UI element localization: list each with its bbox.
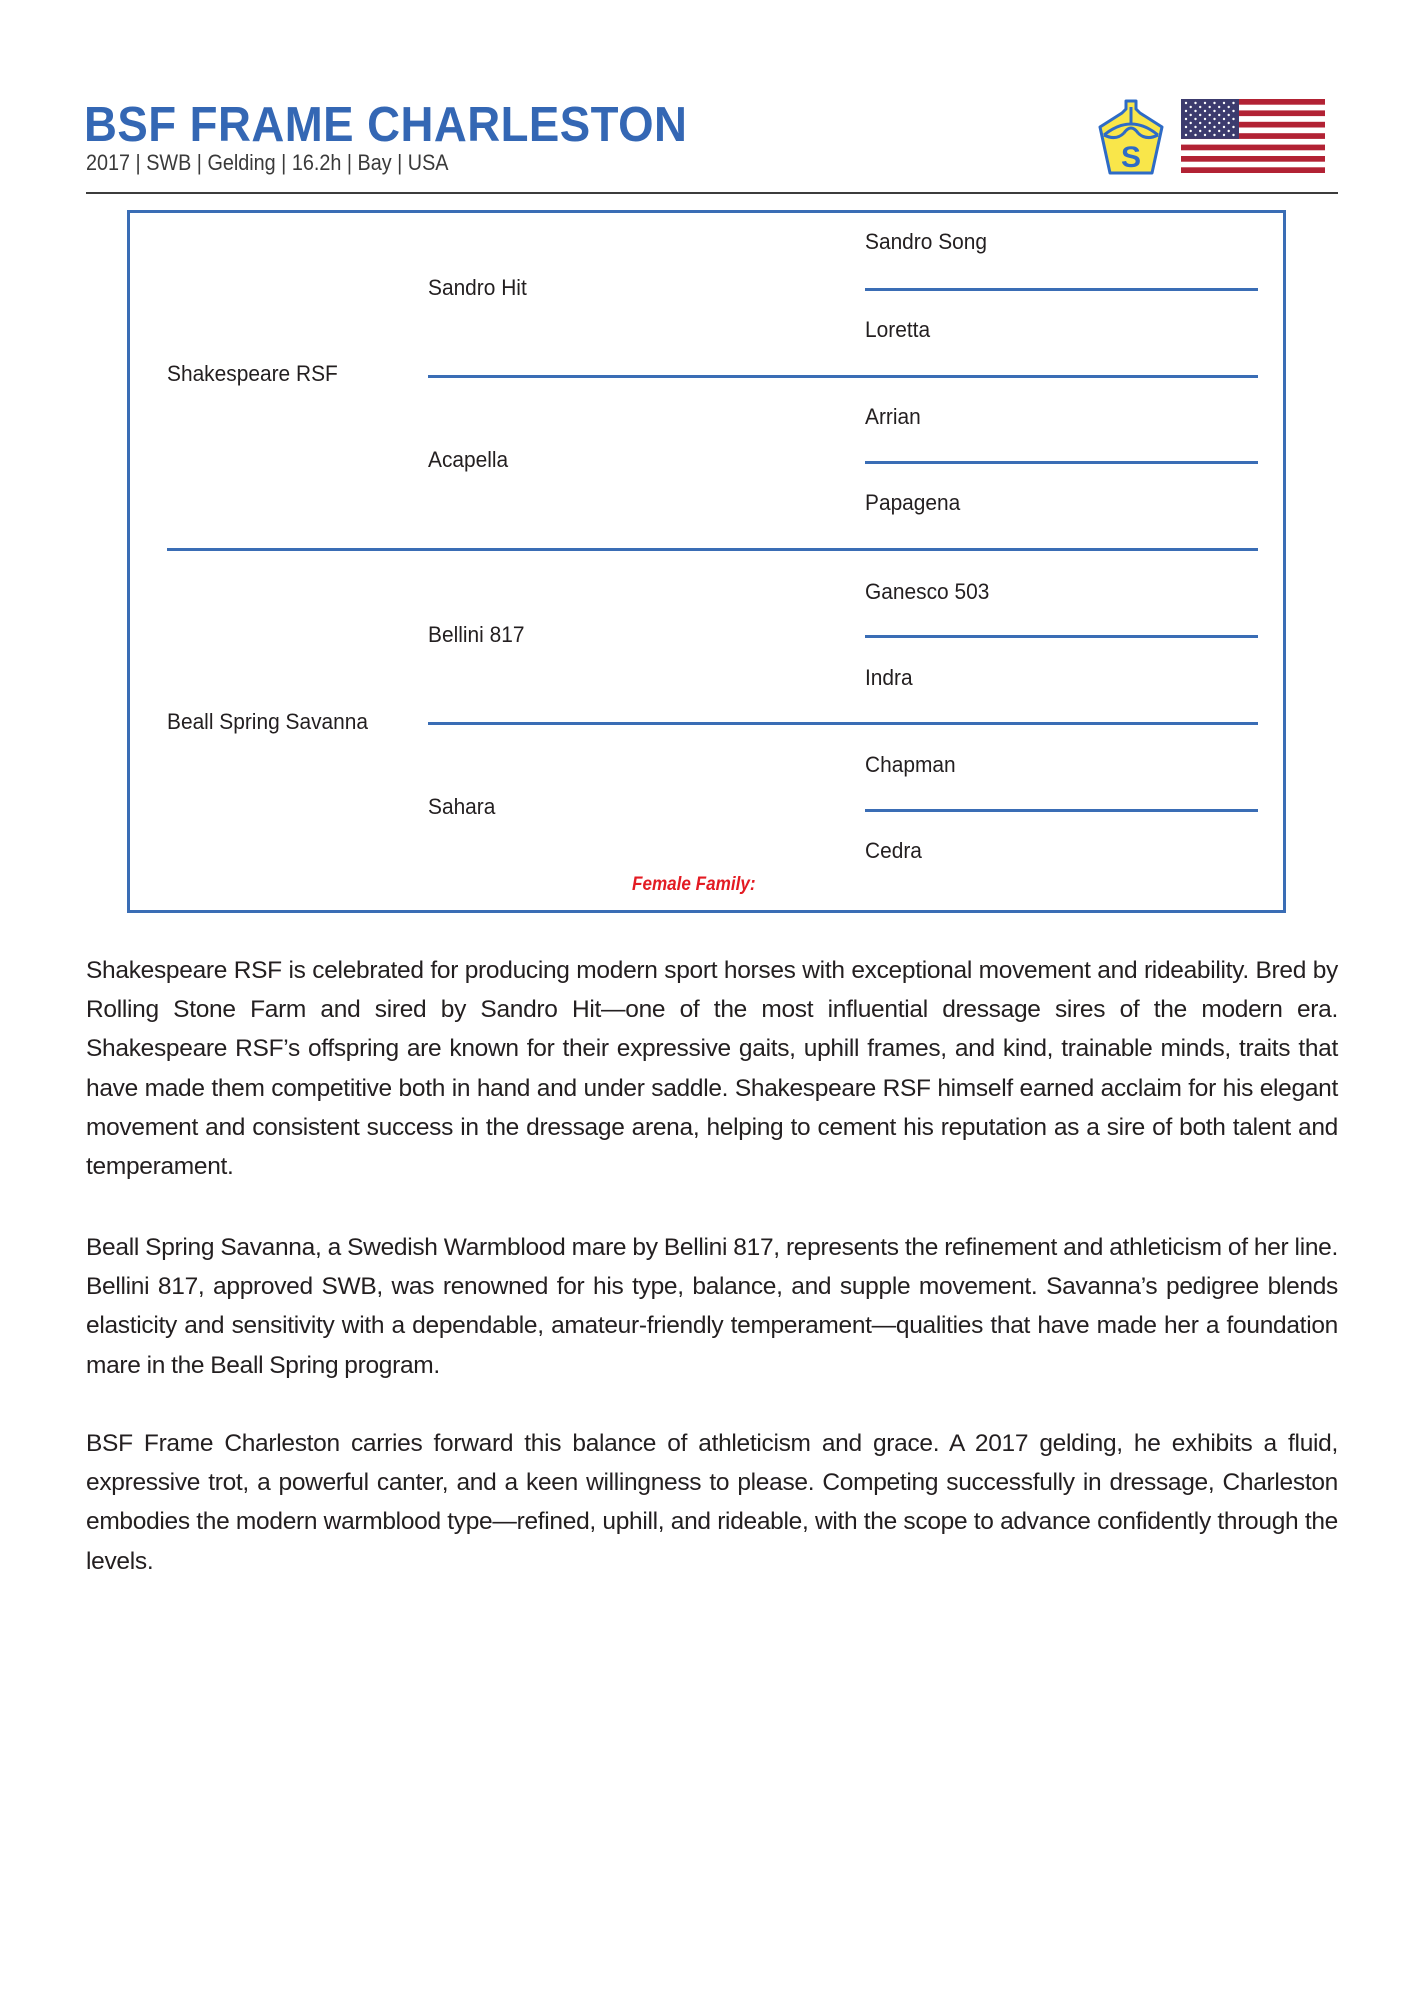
pedigree-dds: Chapman: [865, 752, 956, 777]
pedigree-line: [865, 288, 1258, 291]
horse-name-title: BSF FRAME CHARLESTON: [84, 98, 688, 152]
bio-text: Beall Spring Savanna, a Swedish Warmblood mare by Bellini 817, represents the refinement and athleticism of her line. Bellini 817, approved SWB, was renowned for his type, balance, and supple movement. Savanna’s pedigree blends elasticity and sensitivity with a dependable, amateur-friendly temperament—qualities that have made her a foundation mare in the Beall Spring program.: [86, 1234, 1338, 1379]
bio-paragraph-dam: [86, 1228, 1338, 1385]
bio-text: Shakespeare RSF is celebrated for producing modern sport horses with exceptional movement and rideability. Bred by Rolling Stone Farm and sired by Sandro Hit—one of the most influential dressage sires of the modern era. Shakespeare RSF’s offspring are known for their expressive gaits, uphill frames, and kind, trainable minds, traits that have made them competitive both in hand and under saddle. Shakespeare RSF himself earned acclaim for his elegant movement and consistent success in the dressage arena, helping to cement his reputation as a sire of both talent and temperament.: [86, 957, 1338, 1181]
pedigree-dss: Ganesco 503: [865, 579, 990, 604]
pedigree-line: [865, 461, 1258, 464]
pedigree-chart: [127, 210, 1286, 913]
pedigree-sire: Shakespeare RSF: [167, 361, 338, 386]
pedigree-line: [428, 722, 1258, 725]
usa-flag-icon: [1181, 99, 1325, 173]
header-divider: [86, 192, 1338, 194]
pedigree-dam-sire: Bellini 817: [428, 622, 525, 647]
pedigree-sss: Sandro Song: [865, 229, 988, 254]
pedigree-dam-dam: Sahara: [428, 794, 496, 819]
bio-paragraph-horse: [86, 1424, 1338, 1581]
pedigree-divider: [167, 548, 1258, 551]
pedigree-line: [865, 809, 1258, 812]
pedigree-line: [428, 375, 1258, 378]
bio-paragraph-sire: [86, 951, 1338, 1186]
bio-text: BSF Frame Charleston carries forward this balance of athleticism and grace. A 2017 gelding, he exhibits a fluid, expressive trot, a powerful canter, and a keen willingness to please. Competing successfully in dressage, Charleston embodies the modern warmblood type—refined, uphill, and rideable, with the scope to advance confidently through the levels.: [86, 1430, 1338, 1575]
swb-crown-shield-icon: [1090, 97, 1172, 179]
pedigree-dam: Beall Spring Savanna: [167, 709, 369, 734]
svg-text:S: S: [1120, 141, 1142, 174]
female-family-label: Female Family:: [632, 874, 756, 895]
pedigree-sds: Arrian: [865, 404, 921, 429]
pedigree-ssd: Loretta: [865, 317, 931, 342]
horse-details-subtitle: 2017 | SWB | Gelding | 16.2h | Bay | USA: [86, 150, 449, 175]
pedigree-sire-sire: Sandro Hit: [428, 275, 527, 300]
pedigree-line: [865, 635, 1258, 638]
pedigree-sire-dam: Acapella: [428, 447, 509, 472]
pedigree-ddd: Cedra: [865, 838, 922, 863]
pedigree-sdd: Papagena: [865, 490, 961, 515]
pedigree-dsd: Indra: [865, 665, 913, 690]
